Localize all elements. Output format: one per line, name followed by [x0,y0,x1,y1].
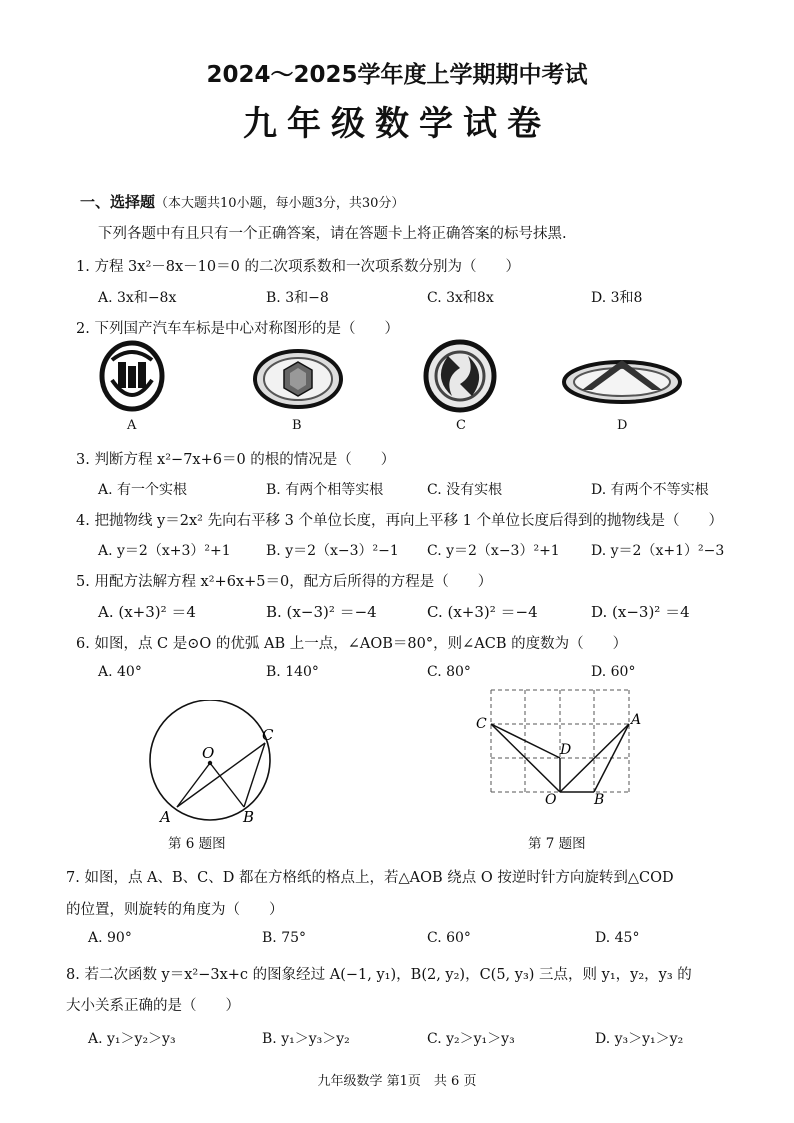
figure-6-circle-diagram [140,700,300,830]
q3-stem: 3. 判断方程 x²−7x+6＝0 的根的情况是（ ） [76,452,396,468]
q8-option-b[interactable]: B. y₁＞y₃＞y₂ [262,1031,350,1047]
q3-option-d[interactable]: D. 有两个不等实根 [591,482,709,498]
q5-option-c[interactable]: C. (x+3)² ＝−4 [427,603,538,621]
q8-option-a[interactable]: A. y₁＞y₂＞y₃ [88,1031,176,1047]
q1-option-c[interactable]: C. 3x和8x [427,290,494,306]
q7-option-d[interactable]: D. 45° [595,930,640,946]
q5-option-d[interactable]: D. (x−3)² ＝4 [591,603,690,621]
q1-option-d[interactable]: D. 3和8 [591,290,643,306]
q8-stem-line2: 大小关系正确的是（ ） [66,998,240,1014]
q8-stem-line1: 8. 若二次函数 y＝x²−3x+c 的图象经过 A(−1, y₁)，B(2, y₂)，C(5, y₃) 三点，则 y₁，y₂，y₃ 的 [66,967,692,983]
q4-option-b[interactable]: B. y＝2（x−3）²−1 [266,543,399,559]
q5-option-a[interactable]: A. (x+3)² ＝4 [98,603,196,621]
q7-option-b[interactable]: B. 75° [262,930,307,946]
segment-oa [177,763,210,807]
label-a: A [631,712,642,728]
segment-bc [244,743,265,807]
paper-title: 九年级数学试卷 [243,104,551,144]
label-c: C [262,726,274,744]
q5-stem: 5. 用配方法解方程 x²+6x+5＝0，配方后所得的方程是（ ） [76,574,493,590]
q4-option-a[interactable]: A. y＝2（x+3）²+1 [98,543,231,559]
q2-label-b: B [292,418,302,433]
q3-option-a[interactable]: A. 有一个实根 [98,482,188,498]
q3-option-c[interactable]: C. 没有实根 [427,482,503,498]
section-heading [80,191,404,212]
q7-option-c[interactable]: C. 60° [427,930,471,946]
q8-option-d[interactable]: D. y₃＞y₁＞y₂ [595,1031,684,1047]
label-b: B [594,792,605,808]
q7-option-a[interactable]: A. 90° [88,930,132,946]
q2-label-a: A [127,418,137,433]
q6-option-b[interactable]: B. 140° [266,664,319,680]
label-d: D [560,742,572,758]
label-c: C [476,716,487,732]
q6-option-d[interactable]: D. 60° [591,664,636,680]
page-footer: 九年级数学 第1页 共 6 页 [317,1074,477,1089]
q1-option-a[interactable]: A. 3x和−8x [98,290,177,306]
section-instruction: 下列各题中有且只有一个正确答案，请在答题卡上将正确答案的标号抹黑. [98,226,567,242]
q3-option-b[interactable]: B. 有两个相等实根 [266,482,384,498]
segment-ob [210,763,244,807]
label-o: O [545,792,557,808]
figure-6-caption: 第 6 题图 [168,836,226,852]
q6-option-a[interactable]: A. 40° [98,664,142,680]
label-a: A [160,808,171,826]
car-logo-c-icon[interactable] [422,338,498,414]
figure-7-caption: 第 7 题图 [528,836,586,852]
exam-title: 2024～2025学年度上学期期中考试 [206,62,588,88]
figure-7-grid-diagram [470,684,650,824]
q1-stem: 1. 方程 3x²－8x－10＝0 的二次项系数和一次项系数分别为（ ） [76,259,520,275]
label-b: B [243,808,255,826]
q8-option-c[interactable]: C. y₂＞y₁＞y₃ [427,1031,515,1047]
label-o: O [202,744,215,762]
q7-stem-line2: 的位置，则旋转的角度为（ ） [66,902,284,918]
q6-option-c[interactable]: C. 80° [427,664,471,680]
car-logo-a-icon[interactable] [98,340,166,412]
segment-cd [491,724,560,758]
car-logo-b-icon[interactable] [252,348,344,410]
q7-stem-line1: 7. 如图，点 A、B、C、D 都在方格纸的格点上，若△AOB 绕点 O 按逆时针方向旋转到△COD [66,870,674,886]
q4-option-c[interactable]: C. y＝2（x−3）²+1 [427,543,560,559]
section-heading-label: 一、选择题 [80,193,156,211]
q6-stem: 6. 如图，点 C 是⊙O 的优弧 AB 上一点，∠AOB＝80°，则∠ACB 的度数为（ ） [76,636,628,652]
q1-option-b[interactable]: B. 3和−8 [266,290,329,306]
segment-ac [177,743,265,807]
q5-option-b[interactable]: B. (x−3)² ＝−4 [266,603,377,621]
section-heading-note: （本大题共10小题，每小题3分，共30分） [155,196,405,211]
q2-label-d: D [617,418,628,433]
q4-stem: 4. 把抛物线 y＝2x² 先向右平移 3 个单位长度，再向上平移 1 个单位长度后得到的抛物线是（ ） [76,513,723,529]
q4-option-d[interactable]: D. y＝2（x+1）²−3 [591,543,725,559]
q2-label-c: C [456,418,466,433]
car-logo-d-icon[interactable] [560,350,684,408]
q2-stem: 2. 下列国产汽车车标是中心对称图形的是（ ） [76,321,399,337]
